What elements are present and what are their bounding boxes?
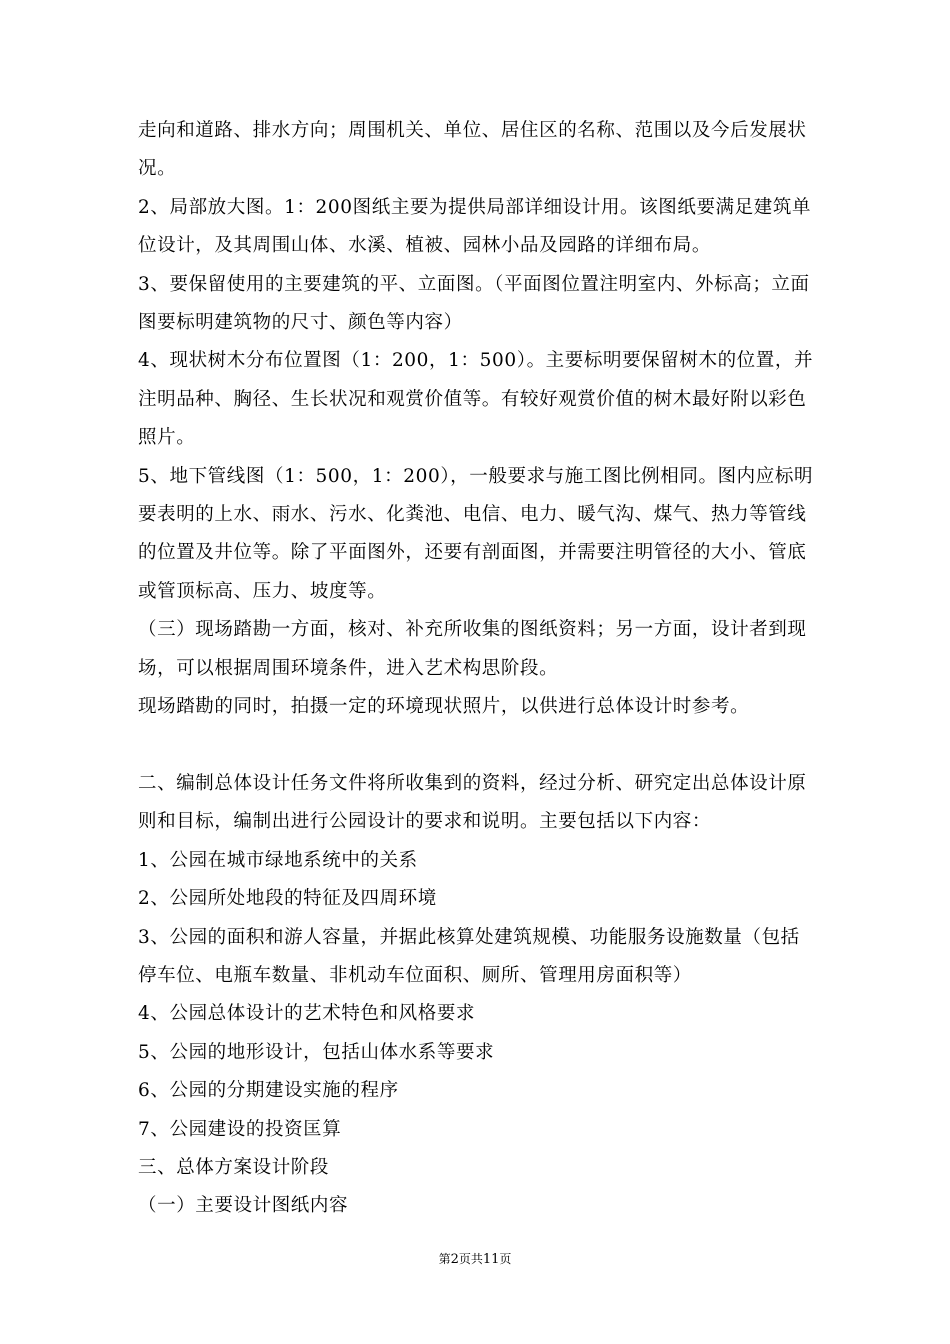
document-body [138, 112, 818, 1226]
footer-total-pages: 11 [482, 1252, 500, 1267]
list-item-investment: 7、公园建设的投资匡算 [138, 1118, 342, 1140]
paragraph-building-elevations: 3、要保留使用的主要建筑的平、立面图。（平面图位置注明室内、外标高；立面图要标明建筑物的尺寸、颜色等内容） [138, 273, 810, 334]
paragraph-site-context: 走向和道路、排水方向；周围机关、单位、居住区的名称、范围以及今后发展状况。 [138, 120, 807, 180]
paragraph-site-photos: 现场踏勘的同时，拍摄一定的环境现状照片，以供进行总体设计时参考。 [138, 696, 750, 718]
paragraph-site-survey: （三）现场踏勘一方面，核对、补充所收集的图纸资料；另一方面，设计者到现场，可以根据周围环境条件，进入艺术构思阶段。 [138, 619, 807, 679]
footer-middle: 页共 [458, 1252, 483, 1266]
list-item-site-features: 2、公园所处地段的特征及四周环境 [138, 888, 437, 910]
paragraph-gap [138, 727, 818, 765]
list-item-art-style: 4、公园总体设计的艺术特色和风格要求 [138, 1003, 476, 1025]
list-item-area-capacity: 3、公园的面积和游人容量，并据此核算处建筑规模、功能服务设施数量（包括停车位、电瓶车数量、非机动车位面积、厕所、管理用房面积等） [138, 926, 800, 986]
list-item-terrain: 5、公园的地形设计，包括山体水系等要求 [138, 1041, 495, 1063]
subsection-heading-drawings: （一）主要设计图纸内容 [138, 1195, 349, 1217]
page-footer [0, 1250, 950, 1267]
footer-page-number: 2 [450, 1252, 459, 1267]
footer-prefix: 第 [438, 1252, 451, 1266]
paragraph-tree-survey: 4、现状树木分布位置图（1：200，1：500）。主要标明要保留树木的位置，并注明品种、胸径、生长状况和观赏价值等。有较好观赏价值的树木最好附以彩色照片。 [138, 350, 814, 449]
list-item-green-system: 1、公园在城市绿地系统中的关系 [138, 849, 418, 871]
paragraph-underground-pipelines: 5、地下管线图（1：500，1：200），一般要求与施工图比例相同。图内应标明要表明的上水、雨水、污水、化粪池、电信、电力、暖气沟、煤气、热力等管线的位置及井位等。除了平面图外，还要有剖面图，并需要注明管径的大小、管底或管顶标高、压力、坡度等。 [138, 465, 814, 602]
section-heading-design-brief: 二、编制总体设计任务文件将所收集到的资料，经过分析、研究定出总体设计原则和目标，编制出进行公园设计的要求和说明。主要包括以下内容： [138, 772, 807, 833]
footer-suffix: 页 [499, 1252, 512, 1266]
list-item-phasing: 6、公园的分期建设实施的程序 [138, 1080, 399, 1102]
paragraph-detail-plan: 2、局部放大图。1：200图纸主要为提供局部详细设计用。该图纸要满足建筑单位设计，及其周围山体、水溪、植被、园林小品及园路的详细布局。 [138, 196, 812, 257]
section-heading-scheme-design: 三、总体方案设计阶段 [138, 1156, 330, 1178]
